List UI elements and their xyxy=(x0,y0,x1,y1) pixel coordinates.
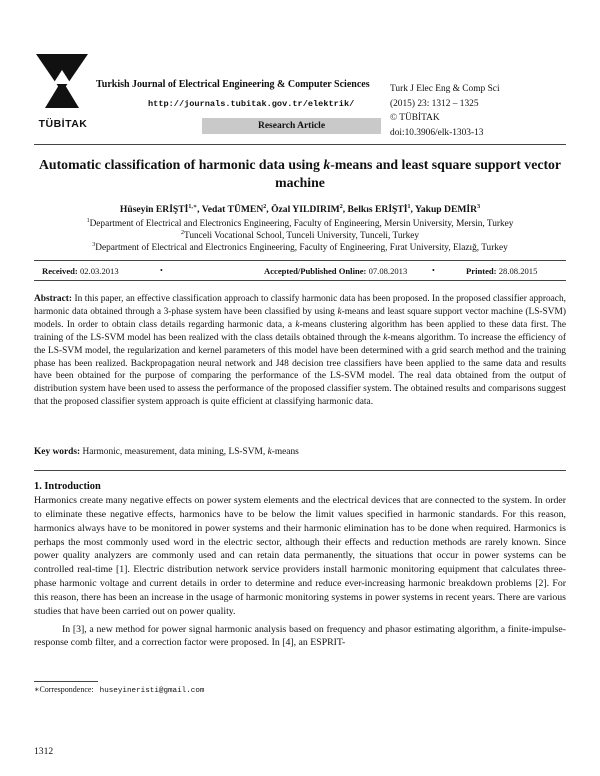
author-list: Hüseyin $ERİŞTİ^{1,∗}$, Vedat TÜMEN$^2$, Özal YILDIRIM$^2$, Belkıs ERİŞTİ$^1$, Yakup DEMİR$^3$ xyxy=(119,203,481,215)
footnote-divider xyxy=(34,681,98,682)
dates-top-divider xyxy=(34,260,566,261)
section-divider xyxy=(34,470,566,471)
accepted-date: Accepted/Published Online: 07.08.2013 xyxy=(264,266,408,276)
paragraph: Harmonics create many negative effects on power system elements and the electrical devices that are connected to the system. In order to eliminate these negative effects, harmonics have to be below the limit values specified in harmonic standards. For this reason, harmonics always have to be monitored in power systems and their harmonic elimination has to be done when required. Harmonics is perhaps the most commonly used word in the electric sector, although their effects and reduction methods are rarely known. Since power quality analyzers are commonly used and can retain data permanently, the situations that occur in power systems can be controlled real-time [1]. Electric distribution network service providers install harmonic monitoring equipment that calculates three-phase harmonic voltage and current details in order to determine and reduce ever-increasing harmonic breakdown problems [2]. For this reason, there has been an increase in the usage of harmonic monitoring systems in power systems in recent years. There are various studies that have been carried out on power quality. xyxy=(34,495,566,617)
dates-bottom-divider xyxy=(34,280,566,281)
citation-journal: Turk J Elec Eng & Comp Sci xyxy=(390,84,500,94)
journal-name: Turkish Journal of Electrical Engineering & Computer Sciences xyxy=(96,79,370,90)
affiliation: $^2$Tunceli Vocational School, Tunceli University, Tunceli, Turkey xyxy=(180,230,420,242)
abstract-label: Abstract: xyxy=(34,294,73,304)
author: Özal YILDIRIM$^2$ xyxy=(271,203,343,215)
printed-date: Printed: 28.08.2015 xyxy=(466,266,538,276)
citation-block xyxy=(390,82,500,140)
citation-doi[interactable]: doi:10.3906/elk-1303-13 xyxy=(390,127,484,138)
introduction-body xyxy=(34,494,566,650)
date-separator: • xyxy=(160,266,163,275)
keywords: Key words: Harmonic, measurement, data mining, LS-SVM, k-means xyxy=(34,447,299,457)
author: Vedat TÜMEN$^2$ xyxy=(201,203,267,215)
tubitak-emblem-icon xyxy=(33,52,91,114)
paragraph: In [3], a new method for power signal harmonic analysis based on frequency and phasor estimating algorithm, a finite-impulse-response comb filter, and a correction factor were proposed. In [4], an ESPRIT- xyxy=(34,623,566,649)
affiliation: $^1$Department of Electrical and Electronics Engineering, Faculty of Engineering, Mersin University, Mersin, Turkey xyxy=(86,217,514,229)
keywords-label: Key words: xyxy=(34,447,81,457)
received-date: Received: 02.03.2013 xyxy=(42,266,119,276)
correspondence-footnote: ∗Correspondence: huseyineristi@gmail.com xyxy=(34,685,205,695)
header-divider xyxy=(34,144,566,145)
page-number: 1312 xyxy=(34,746,54,757)
article-type-badge: Research Article xyxy=(202,118,381,134)
correspondence-email[interactable]: huseyineristi@gmail.com xyxy=(99,687,205,695)
affiliation-list xyxy=(34,218,566,255)
dates-bar xyxy=(34,266,566,276)
logo-wordmark: TÜBİTAK xyxy=(38,118,88,130)
abstract: Abstract: In this paper, an effective classification approach to classify harmonic data has been proposed. In the proposed classifier approach, harmonic data obtained through a 3-phase system have been classified by using k-means and least square support vector machine (LS-SVM) models. In order to obtain class details regarding harmonic data, a k-means clustering algorithm has been applied to these data first. The training of the LS-SVM model has been realized with the class details obtained through the k-means algorithm. To increase the efficiency of the LS-SVM model, the regularization and kernel parameters of this model have been determined with a grid search method and the training phase has been realized. Backpropagation neural network and J48 decision tree classifiers have been applied to the same data and results have been obtained for the purpose of comparing the performance of the LS-SVM model. The real data obtained from the output of distribution system have been used to assess the performance of the proposed classifier system. The obtained results and comparisons suggest that the proposed classifier system approach is quite efficient at classifying harmonic data. xyxy=(34,294,567,408)
citation-copyright: © TÜBİTAK xyxy=(390,113,440,124)
author: Hüseyin $ERİŞTİ^{1,∗}$ xyxy=(119,203,198,215)
citation-volume: (2015) 23: 1312 – 1325 xyxy=(390,98,479,109)
journal-url-link[interactable]: http://journals.tubitak.gov.tr/elektrik/ xyxy=(148,99,355,109)
author: Belkıs ERİŞTİ$^1$ xyxy=(347,203,411,215)
section-heading: 1. Introduction xyxy=(34,481,101,492)
date-separator: • xyxy=(432,266,435,275)
paper-title: Automatic classification of harmonic data using k-means and least square support vector machine xyxy=(38,157,562,190)
author: Yakup DEMİR$^3$ xyxy=(414,203,481,215)
affiliation: $^3$Department of Electrical and Electronics Engineering, Faculty of Engineering, Fırat University, Elazığ, Turkey xyxy=(92,242,508,254)
